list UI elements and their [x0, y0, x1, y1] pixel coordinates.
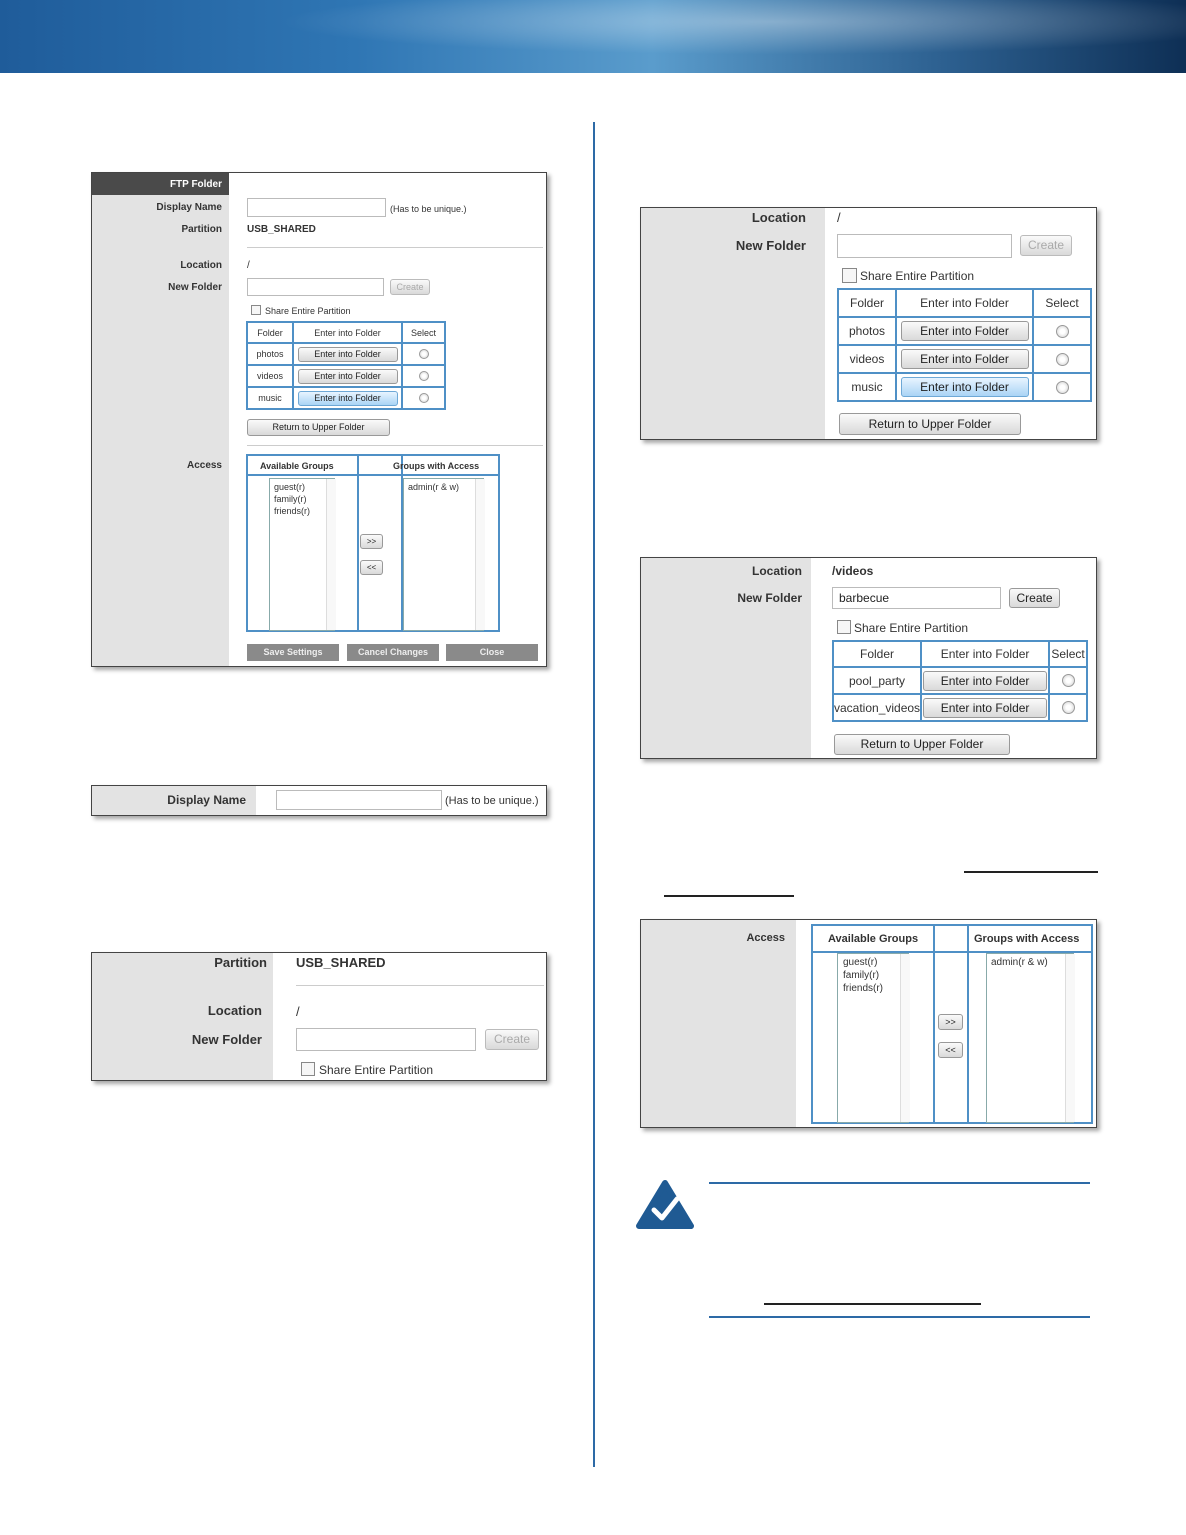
available-groups-header: Available Groups — [260, 461, 334, 471]
link-underline — [764, 1303, 981, 1305]
col-enter: Enter into Folder — [896, 289, 1033, 317]
location-value: / — [296, 1004, 300, 1019]
list-item[interactable]: guest(r) — [843, 957, 878, 968]
location-label: Location — [751, 210, 806, 225]
folder-name: vacation_videos — [833, 694, 921, 721]
new-folder-value: barbecue — [839, 591, 890, 605]
list-item[interactable]: friends(r) — [843, 983, 884, 994]
scrollbar[interactable] — [475, 479, 485, 630]
partition-screenshot — [91, 952, 547, 1081]
partition-value: USB_SHARED — [296, 955, 386, 970]
table-row — [833, 694, 1087, 721]
folder-name: videos — [838, 345, 896, 373]
folder-name: photos — [838, 317, 896, 345]
new-folder-input[interactable] — [837, 234, 1012, 258]
unique-hint: (Has to be unique.) — [445, 795, 539, 807]
ftp-folder-screenshot — [91, 172, 547, 667]
list-item[interactable]: guest(r) — [274, 482, 306, 492]
column-divider — [593, 122, 595, 1467]
table-row — [838, 317, 1091, 345]
location-label: Location — [752, 564, 802, 578]
location-label: Location — [180, 260, 222, 271]
select-radio[interactable] — [1056, 325, 1069, 338]
groups-with-access-header: Groups with Access — [393, 461, 480, 471]
location-label: Location — [207, 1003, 262, 1018]
col-enter: Enter into Folder — [921, 641, 1049, 667]
groups-with-access-list[interactable] — [986, 953, 1074, 1123]
available-groups-header: Available Groups — [828, 933, 919, 945]
new-folder-label: New Folder — [168, 282, 222, 293]
label-column — [641, 558, 811, 758]
enter-folder-button[interactable]: Enter into Folder — [298, 391, 398, 406]
table-row — [833, 667, 1087, 694]
folder-name: videos — [247, 365, 293, 387]
link-underline — [664, 895, 794, 897]
display-name-label: Display Name — [167, 793, 246, 807]
select-radio[interactable] — [1062, 674, 1075, 687]
create-button[interactable]: Create — [390, 279, 430, 295]
remove-group-button[interactable]: << — [938, 1042, 963, 1058]
select-radio[interactable] — [1056, 353, 1069, 366]
add-group-button[interactable]: >> — [360, 534, 383, 549]
create-button[interactable]: Create — [1020, 235, 1072, 256]
share-entire-checkbox[interactable] — [842, 268, 857, 283]
available-groups-list[interactable] — [837, 953, 909, 1123]
create-button[interactable]: Create — [485, 1029, 539, 1050]
folder-name: pool_party — [833, 667, 921, 694]
access-label: Access — [186, 460, 222, 471]
enter-folder-button[interactable]: Enter into Folder — [298, 369, 398, 384]
partition-label: Partition — [214, 955, 267, 970]
note-top-rule — [709, 1182, 1090, 1184]
select-radio[interactable] — [419, 393, 429, 403]
groups-with-access-header: Groups with Access — [974, 933, 1080, 945]
scrollbar[interactable] — [900, 954, 910, 1122]
list-item[interactable]: admin(r & w) — [408, 482, 460, 492]
folder-table — [837, 288, 1092, 402]
share-entire-label: Share Entire Partition — [860, 269, 975, 283]
return-upper-folder-button[interactable]: Return to Upper Folder — [247, 419, 390, 436]
close-button[interactable]: Close — [446, 644, 538, 661]
col-select: Select — [1049, 641, 1087, 667]
share-entire-label: Share Entire Partition — [319, 1063, 434, 1077]
share-entire-label: Share Entire Partition — [265, 306, 351, 316]
select-radio[interactable] — [419, 371, 429, 381]
partition-label: Partition — [181, 224, 222, 235]
available-groups-list[interactable] — [269, 478, 335, 631]
new-folder-input[interactable] — [832, 587, 1001, 609]
return-upper-folder-button[interactable]: Return to Upper Folder — [834, 734, 1010, 755]
new-folder-label: New Folder — [735, 238, 806, 253]
enter-folder-button[interactable]: Enter into Folder — [298, 347, 398, 362]
location-value: / — [837, 210, 841, 225]
share-entire-checkbox[interactable] — [837, 620, 851, 634]
separator — [247, 445, 543, 446]
display-name-screenshot — [91, 785, 547, 816]
folder-name: photos — [247, 343, 293, 365]
add-group-button[interactable]: >> — [938, 1014, 963, 1030]
display-name-input[interactable] — [247, 198, 386, 217]
remove-group-button[interactable]: << — [360, 560, 383, 575]
col-folder: Folder — [247, 322, 293, 343]
new-folder-label: New Folder — [737, 591, 802, 605]
access-label: Access — [746, 932, 785, 944]
return-upper-folder-button[interactable]: Return to Upper Folder — [839, 413, 1021, 435]
new-folder-input[interactable] — [296, 1028, 476, 1051]
separator — [247, 247, 543, 248]
header-banner — [0, 0, 1186, 73]
folder-table — [246, 321, 446, 410]
groups-with-access-list[interactable] — [403, 478, 484, 631]
col-select: Select — [402, 322, 445, 343]
label-column — [92, 173, 229, 666]
separator — [296, 985, 544, 986]
location-value: / — [247, 260, 250, 271]
note-bottom-rule — [709, 1316, 1090, 1318]
col-folder: Folder — [833, 641, 921, 667]
enter-folder-button[interactable]: Enter into Folder — [923, 698, 1047, 718]
location-value: /videos — [832, 564, 874, 578]
unique-hint: (Has to be unique.) — [390, 204, 467, 214]
create-button[interactable]: Create — [1009, 588, 1060, 608]
new-folder-label: New Folder — [191, 1032, 262, 1047]
share-entire-checkbox[interactable] — [251, 305, 261, 315]
folder-name: music — [838, 373, 896, 401]
access-screenshot — [640, 919, 1097, 1128]
select-radio[interactable] — [419, 349, 429, 359]
cancel-changes-button[interactable]: Cancel Changes — [347, 644, 439, 661]
list-item[interactable]: friends(r) — [274, 506, 311, 516]
table-row — [838, 373, 1091, 401]
scrollbar[interactable] — [326, 479, 336, 630]
save-settings-button[interactable]: Save Settings — [247, 644, 339, 661]
table-row — [247, 387, 445, 409]
display-name-input[interactable] — [276, 790, 442, 810]
col-select: Select — [1033, 289, 1091, 317]
col-folder: Folder — [838, 289, 896, 317]
enter-folder-button[interactable]: Enter into Folder — [923, 671, 1047, 691]
checkmark-note-icon — [636, 1180, 694, 1230]
label-column — [641, 920, 796, 1127]
share-entire-checkbox[interactable] — [301, 1062, 315, 1076]
ftp-folder-title: FTP Folder — [169, 179, 222, 190]
display-name-label: Display Name — [156, 202, 222, 213]
table-row — [247, 343, 445, 365]
share-entire-label: Share Entire Partition — [854, 621, 969, 635]
select-radio[interactable] — [1062, 701, 1075, 714]
enter-folder-button[interactable]: Enter into Folder — [901, 321, 1029, 341]
location-root-screenshot — [640, 207, 1097, 440]
enter-folder-button[interactable]: Enter into Folder — [901, 349, 1029, 369]
enter-folder-button[interactable]: Enter into Folder — [901, 377, 1029, 397]
select-radio[interactable] — [1056, 381, 1069, 394]
list-item[interactable]: admin(r & w) — [991, 957, 1048, 968]
table-row — [838, 345, 1091, 373]
table-row — [247, 365, 445, 387]
scrollbar[interactable] — [1065, 954, 1075, 1122]
folder-table — [832, 640, 1088, 722]
new-folder-input[interactable] — [247, 278, 384, 296]
location-videos-screenshot — [640, 557, 1097, 759]
folder-name: music — [247, 387, 293, 409]
col-enter: Enter into Folder — [293, 322, 402, 343]
list-item[interactable]: family(r) — [274, 494, 307, 504]
link-underline — [964, 871, 1098, 873]
list-item[interactable]: family(r) — [843, 970, 880, 981]
partition-value: USB_SHARED — [247, 224, 316, 235]
